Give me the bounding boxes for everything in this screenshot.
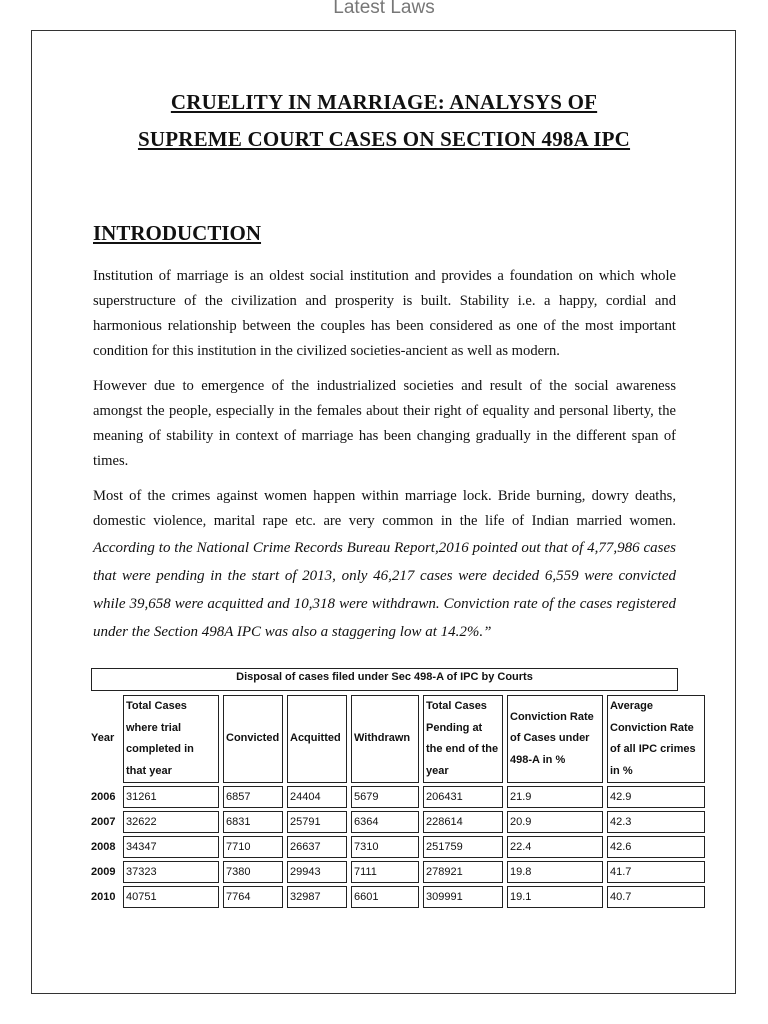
table-header-row: [91, 695, 705, 783]
cell-conviction-rate: 20.9: [507, 811, 603, 833]
cell-conviction-rate: 19.8: [507, 861, 603, 883]
table-row: [91, 811, 705, 833]
header-conviction-rate: Conviction Rate of Cases under 498-A in %: [507, 695, 603, 783]
table-row: [91, 786, 705, 808]
header-average-rate: Average Conviction Rate of all IPC crimes in %: [607, 695, 705, 783]
header-pending: Total Cases Pending at the end of the year: [423, 695, 503, 783]
cell-year: 2008: [91, 841, 116, 853]
cell-pending: 228614: [423, 811, 503, 833]
cell-pending: 251759: [423, 836, 503, 858]
cell-acquitted: 29943: [287, 861, 347, 883]
cell-total-completed: 37323: [123, 861, 219, 883]
paragraph-1: Institution of marriage is an oldest social institution and provides a foundation on which whole superstructure of the civilization and prosperity is built. Stability i.e. a happy, cordial and harmonious relationship between the couples has been considered as one of the most important condition for this institution in the civilized societies-ancient as well as modern.: [93, 268, 676, 359]
section-heading-introduction: INTRODUCTION: [93, 221, 262, 245]
table-row: [91, 861, 705, 883]
cell-conviction-rate: 21.9: [507, 786, 603, 808]
cell-pending: 278921: [423, 861, 503, 883]
table-row: [91, 836, 705, 858]
cell-pending: 309991: [423, 886, 503, 908]
header-convicted: Convicted: [223, 695, 283, 783]
paragraph-3: [93, 484, 676, 646]
cell-average-rate: 42.3: [607, 811, 705, 833]
header-year: Year: [91, 732, 115, 745]
cell-convicted: 6857: [223, 786, 283, 808]
cell-acquitted: 32987: [287, 886, 347, 908]
table-row: [91, 886, 705, 908]
cell-total-completed: 31261: [123, 786, 219, 808]
cell-year: 2010: [91, 891, 116, 903]
document-title-line2: SUPREME COURT CASES ON SECTION 498A IPC: [137, 127, 631, 151]
cell-conviction-rate: 22.4: [507, 836, 603, 858]
cell-pending: 206431: [423, 786, 503, 808]
cell-average-rate: 40.7: [607, 886, 705, 908]
cell-withdrawn: 7111: [351, 861, 419, 883]
header-withdrawn: Withdrawn: [351, 695, 419, 783]
site-header: Latest Laws: [333, 0, 435, 18]
cell-total-completed: 34347: [123, 836, 219, 858]
cell-withdrawn: 6364: [351, 811, 419, 833]
cell-acquitted: 26637: [287, 836, 347, 858]
header-total-completed: Total Cases where trial completed in that year: [123, 695, 219, 783]
cell-year: 2009: [91, 866, 116, 878]
cell-average-rate: 41.7: [607, 861, 705, 883]
cell-conviction-rate: 19.1: [507, 886, 603, 908]
cell-convicted: 7380: [223, 861, 283, 883]
document-title-line1: CRUELITY IN MARRIAGE: ANALYSYS OF: [170, 90, 598, 114]
cell-acquitted: 24404: [287, 786, 347, 808]
cell-average-rate: 42.6: [607, 836, 705, 858]
cell-convicted: 7710: [223, 836, 283, 858]
cell-total-completed: 40751: [123, 886, 219, 908]
cell-convicted: 6831: [223, 811, 283, 833]
header-acquitted: Acquitted: [287, 695, 347, 783]
cell-year: 2006: [91, 791, 116, 803]
paragraph-2: However due to emergence of the industrialized societies and result of the social awareness amongst the people, especially in the females about their right of equality and personal liberty, the meaning of stability in context of marriage has been changing gradually in the different span of times.: [93, 378, 676, 469]
paragraph-3-lead: Most of the crimes against women happen within marriage lock. Bride burning, dowry deaths, domestic violence, marital rape etc. are very common in the life of Indian married women.: [93, 488, 676, 529]
cell-average-rate: 42.9: [607, 786, 705, 808]
cell-acquitted: 25791: [287, 811, 347, 833]
table-title: Disposal of cases filed under Sec 498-A of IPC by Courts: [91, 668, 678, 691]
cell-withdrawn: 6601: [351, 886, 419, 908]
cell-convicted: 7764: [223, 886, 283, 908]
paragraph-3-quote: According to the National Crime Records Bureau Report,2016 pointed out that of 4,77,986 cases that were pending in the start of 2013, only 46,217 cases were decided 6,559 were convicted while 39,658 were acquitted and 10,318 were withdrawn. Conviction rate of the cases registered under the Section 498A IPC was also a staggering low at 14.2%.”: [93, 540, 676, 640]
cell-total-completed: 32622: [123, 811, 219, 833]
cell-year: 2007: [91, 816, 116, 828]
disposal-cases-table: [87, 692, 709, 911]
cell-withdrawn: 5679: [351, 786, 419, 808]
cell-withdrawn: 7310: [351, 836, 419, 858]
